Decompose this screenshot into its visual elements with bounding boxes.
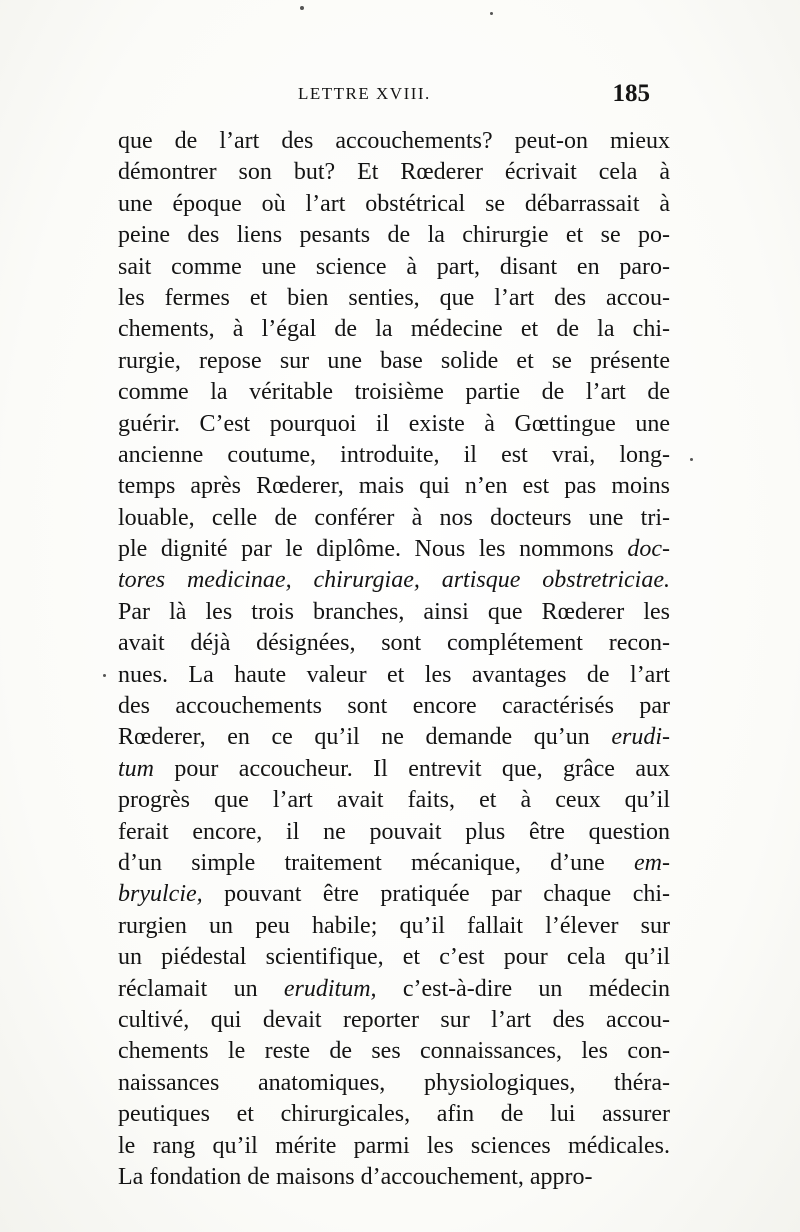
text-line <box>118 471 670 502</box>
text-segment: nues. La haute valeur et les avantages de l’art <box>118 661 670 688</box>
text-line <box>118 377 670 408</box>
text-line <box>118 1068 670 1099</box>
text-line <box>118 691 670 722</box>
text-line <box>118 660 670 691</box>
text-segment: le rang qu’il mérite parmi les sciences médicales. <box>118 1132 670 1159</box>
text-line <box>118 534 670 565</box>
text-segment: avait déjà désignées, sont complétement recon- <box>118 630 670 657</box>
text-line <box>118 911 670 942</box>
text-segment: progrès que l’art avait faits, et à ceux qu’il <box>118 787 670 814</box>
paper-speck <box>103 674 106 677</box>
text-segment: chements le reste de ses connaissances, les con- <box>118 1038 670 1065</box>
text-segment: guérir. C’est pourquoi il existe à Gœttingue une <box>118 410 670 437</box>
text-line <box>118 1005 670 1036</box>
text-segment: les fermes et bien senties, que l’art des accou- <box>118 284 670 311</box>
text-line <box>118 503 670 534</box>
text-line <box>118 942 670 973</box>
text-line <box>118 189 670 220</box>
text-segment: que de l’art des accouchements? peut-on mieux <box>118 128 670 154</box>
text-segment: naissances anatomiques, physiologiques, théra- <box>118 1069 670 1096</box>
text-segment: cultivé, qui devait reporter sur l’art des accou- <box>118 1006 670 1033</box>
text-segment: comme la véritable troisième partie de l’art de <box>118 379 670 406</box>
text-segment: c’est-à-dire un médecin <box>376 975 670 1002</box>
italic-text: tores medicinae, chirurgiae, artisque obstretriciae. <box>118 567 670 594</box>
italic-text: erudi- <box>611 724 670 751</box>
text-segment: pour accoucheur. Il entrevit que, grâce aux <box>154 755 670 782</box>
page-header <box>118 80 650 120</box>
text-line <box>118 722 670 753</box>
text-line <box>118 817 670 848</box>
text-line <box>118 440 670 471</box>
text-segment: une époque où l’art obstétrical se débarrassait à <box>118 190 670 217</box>
text-segment: peutiques et chirurgicales, afin de lui assurer <box>118 1101 670 1128</box>
page-number: 185 <box>612 80 650 107</box>
text-segment: d’un simple traitement mécanique, d’une <box>118 849 635 876</box>
text-line <box>118 785 670 816</box>
text-segment: un piédestal scientifique, et c’est pour cela qu’il <box>118 944 670 971</box>
text-line <box>118 126 670 157</box>
italic-text: doc- <box>627 536 670 563</box>
italic-text: eruditum, <box>283 975 377 1002</box>
italic-text: tum <box>118 755 154 782</box>
text-line <box>118 1099 670 1130</box>
text-segment: ferait encore, il ne pouvait plus être question <box>118 818 670 845</box>
text-segment: ple dignité par le diplôme. Nous les nommons <box>118 536 628 563</box>
text-line <box>118 1162 670 1193</box>
text-segment: pouvant être pratiquée par chaque chi- <box>202 881 670 908</box>
text-line <box>118 565 670 596</box>
text-segment: chements, à l’égal de la médecine et de la chi- <box>118 316 670 343</box>
text-segment: sait comme une science à part, disant en paro- <box>118 253 670 280</box>
text-line <box>118 597 670 628</box>
text-segment: La fondation de maisons d’accouchement, appro- <box>118 1163 593 1190</box>
text-line <box>118 628 670 659</box>
text-segment: temps après Rœderer, mais qui n’en est pas moins <box>118 473 670 500</box>
italic-text: bryulcie, <box>118 881 203 908</box>
text-line <box>118 974 670 1005</box>
text-segment: réclamait un <box>118 975 284 1002</box>
italic-text: em- <box>634 849 670 876</box>
text-line <box>118 346 670 377</box>
paper-speck <box>490 12 493 15</box>
text-line <box>118 252 670 283</box>
text-segment: Par là les trois branches, ainsi que Rœderer les <box>118 598 670 625</box>
text-segment: Rœderer, en ce qu’il ne demande qu’un <box>118 724 612 751</box>
text-line <box>118 157 670 188</box>
running-head: LETTRE XVIII. <box>298 84 431 103</box>
text-segment: louable, celle de conférer à nos docteurs une tri- <box>118 504 670 531</box>
text-line <box>118 1036 670 1067</box>
text-line <box>118 314 670 345</box>
body-text <box>118 126 670 1193</box>
paper-speck <box>300 6 304 10</box>
text-segment: des accouchements sont encore caractérisés par <box>118 693 670 720</box>
text-line <box>118 1131 670 1162</box>
text-line <box>118 283 670 314</box>
text-segment: démontrer son but? Et Rœderer écrivait cela à <box>118 159 670 186</box>
text-line <box>118 409 670 440</box>
text-line <box>118 879 670 910</box>
paper-speck <box>690 458 693 461</box>
text-segment: peine des liens pesants de la chirurgie et se po- <box>118 222 670 249</box>
text-line <box>118 754 670 785</box>
text-segment: rurgie, repose sur une base solide et se présente <box>118 347 670 374</box>
text-segment: rurgien un peu habile; qu’il fallait l’élever sur <box>118 912 670 939</box>
text-line <box>118 848 670 879</box>
text-segment: ancienne coutume, introduite, il est vrai, long- <box>118 441 670 468</box>
text-line <box>118 220 670 251</box>
